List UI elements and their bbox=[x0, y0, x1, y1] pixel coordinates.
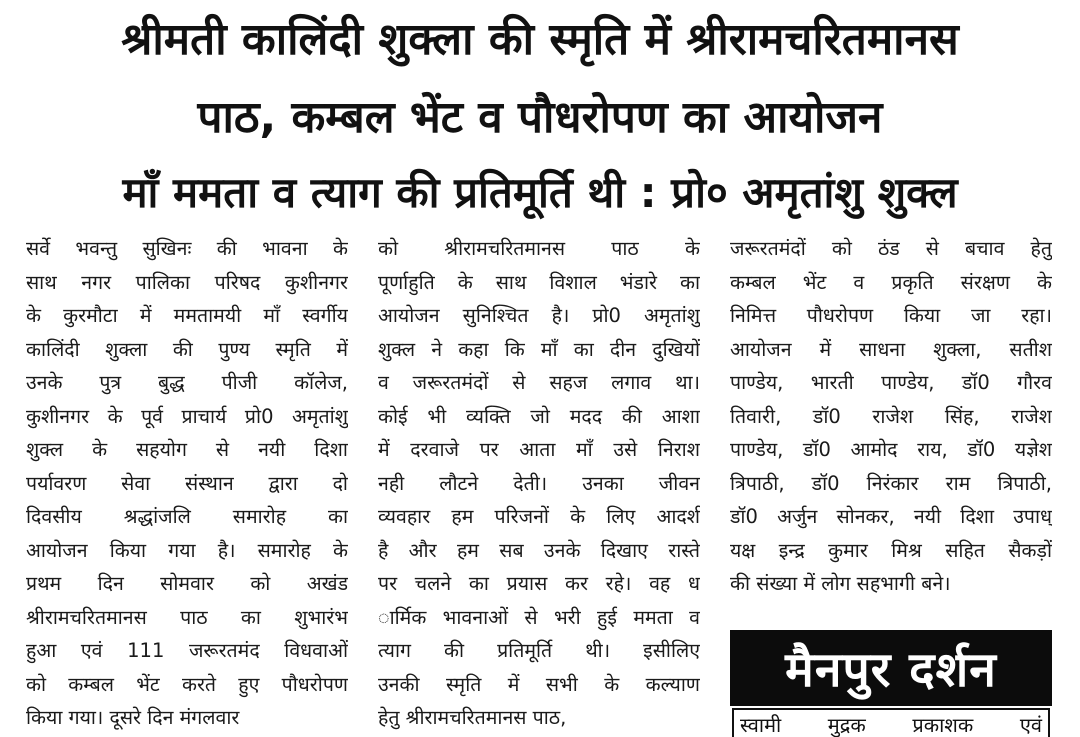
article-line: आयोजन सुनिश्चित है। प्रो0 अमृतांशु bbox=[378, 304, 700, 327]
article-line: त्याग की प्रतिमूर्ति थी। इसीलिए bbox=[378, 639, 700, 662]
masthead-box bbox=[730, 630, 1052, 706]
article-line: श्रीरामचरितमानस पाठ का शुभारंभ bbox=[26, 605, 348, 629]
article-column-3 bbox=[730, 232, 1052, 601]
article-line: उनकी स्मृति में सभी के कल्याण bbox=[378, 672, 700, 696]
article-line: पाण्डेय, भारती पाण्डेय, डॉ0 गौरव bbox=[730, 371, 1052, 394]
article-line: व जरूरतमंदों से सहज लगाव था। bbox=[378, 371, 700, 394]
masthead-title: मैनपुर दर्शन bbox=[785, 641, 997, 698]
article-line: आयोजन किया गया है। समारोह के bbox=[26, 538, 348, 562]
article-line: की संख्या में लोग सहभागी बने। bbox=[730, 572, 951, 595]
article-line: आयोजन में साधना शुक्ला, सतीश bbox=[730, 337, 1052, 361]
article-line: को कम्बल भेंट करते हुए पौधरोपण bbox=[26, 672, 348, 696]
article-line: कोई भी व्यक्ति जो मदद की आशा bbox=[378, 404, 700, 428]
article-line: है और हम सब उनके दिखाए रास्ते bbox=[378, 538, 700, 562]
article-line: तिवारी, डॉ0 राजेश सिंह, राजेश bbox=[730, 404, 1052, 428]
headline-line-3: माँ ममता व त्याग की प्रतिमूर्ति थी : प्रो० अमृतांशु शुक्ल bbox=[122, 168, 958, 217]
article-line: ार्मिक भावनाओं से भरी हुई ममता व bbox=[378, 605, 700, 629]
article-line: हेतु श्रीरामचरितमानस पाठ, bbox=[378, 706, 567, 729]
article-column-1 bbox=[26, 232, 348, 735]
article-line: जरूरतमंदों को ठंड से बचाव हेतु bbox=[730, 237, 1052, 260]
article-line: कुशीनगर के पूर्व प्राचार्य प्रो0 अमृतांशु bbox=[26, 404, 348, 428]
article-line: पूर्णाहुति के साथ विशाल भंडारे का bbox=[378, 270, 700, 294]
headline-line-2: पाठ, कम्बल भेंट व पौधरोपण का आयोजन bbox=[197, 92, 883, 143]
article-line: पर्यावरण सेवा संस्थान द्वारा दो bbox=[26, 471, 348, 495]
article-line: डॉ0 अर्जुन सोनकर, नयी दिशा उपाध् bbox=[730, 505, 1052, 528]
article-line: प्रथम दिन सोमवार को अखंड bbox=[26, 572, 348, 595]
article-line: उनके पुत्र बुद्ध पीजी कॉलेज, bbox=[26, 371, 348, 394]
headline-line-1: श्रीमती कालिंदी शुक्ला की स्मृति में श्रीरामचरितमानस bbox=[121, 14, 959, 65]
article-line: यक्ष इन्द्र कुमार मिश्र सहित सैकड़ों bbox=[730, 538, 1052, 562]
article-line: साथ नगर पालिका परिषद कुशीनगर bbox=[26, 270, 348, 294]
article-line: पर चलने का प्रयास कर रहे। वह ध bbox=[378, 572, 700, 595]
masthead-subtitle-box bbox=[732, 708, 1050, 737]
article-line: के कुरमौटा में ममतामयी माँ स्वर्गीय bbox=[26, 304, 348, 327]
article-line: त्रिपाठी, डॉ0 निरंकार राम त्रिपाठी, bbox=[730, 471, 1052, 495]
article-line: में दरवाजे पर आता माँ उसे निराश bbox=[378, 438, 700, 461]
article-line: नही लौटने देती। उनका जीवन bbox=[378, 471, 700, 495]
article-line: शुक्ल ने कहा कि माँ का दीन दुखियों bbox=[378, 337, 700, 361]
article-line: व्यवहार हम परिजनों के लिए आदर्श bbox=[378, 505, 700, 528]
article-column-2 bbox=[378, 232, 700, 735]
article-line: को श्रीरामचरितमानस पाठ के bbox=[378, 237, 700, 260]
article-line: शुक्ल के सहयोग से नयी दिशा bbox=[26, 438, 348, 461]
article-line: किया गया। दूसरे दिन मंगलवार bbox=[26, 706, 240, 729]
article-line: दिवसीय श्रद्धांजलि समारोह का bbox=[26, 505, 348, 528]
article-line: कम्बल भेंट व प्रकृति संरक्षण के bbox=[730, 270, 1052, 294]
article-line: हुआ एवं 111 जरूरतमंद विधवाओं bbox=[26, 639, 348, 662]
article-line: पाण्डेय, डॉ0 आमोद राय, डॉ0 यज्ञेश bbox=[730, 438, 1052, 461]
article-line: निमित्त पौधरोपण किया जा रहा। bbox=[730, 304, 1052, 327]
article-line: सर्वे भवन्तु सुखिनः की भावना के bbox=[26, 237, 348, 260]
masthead-subtitle: स्वामी मुद्रक प्रकाशक एवं bbox=[740, 713, 1042, 737]
article-line: कालिंदी शुक्ला की पुण्य स्मृति में bbox=[26, 337, 348, 361]
